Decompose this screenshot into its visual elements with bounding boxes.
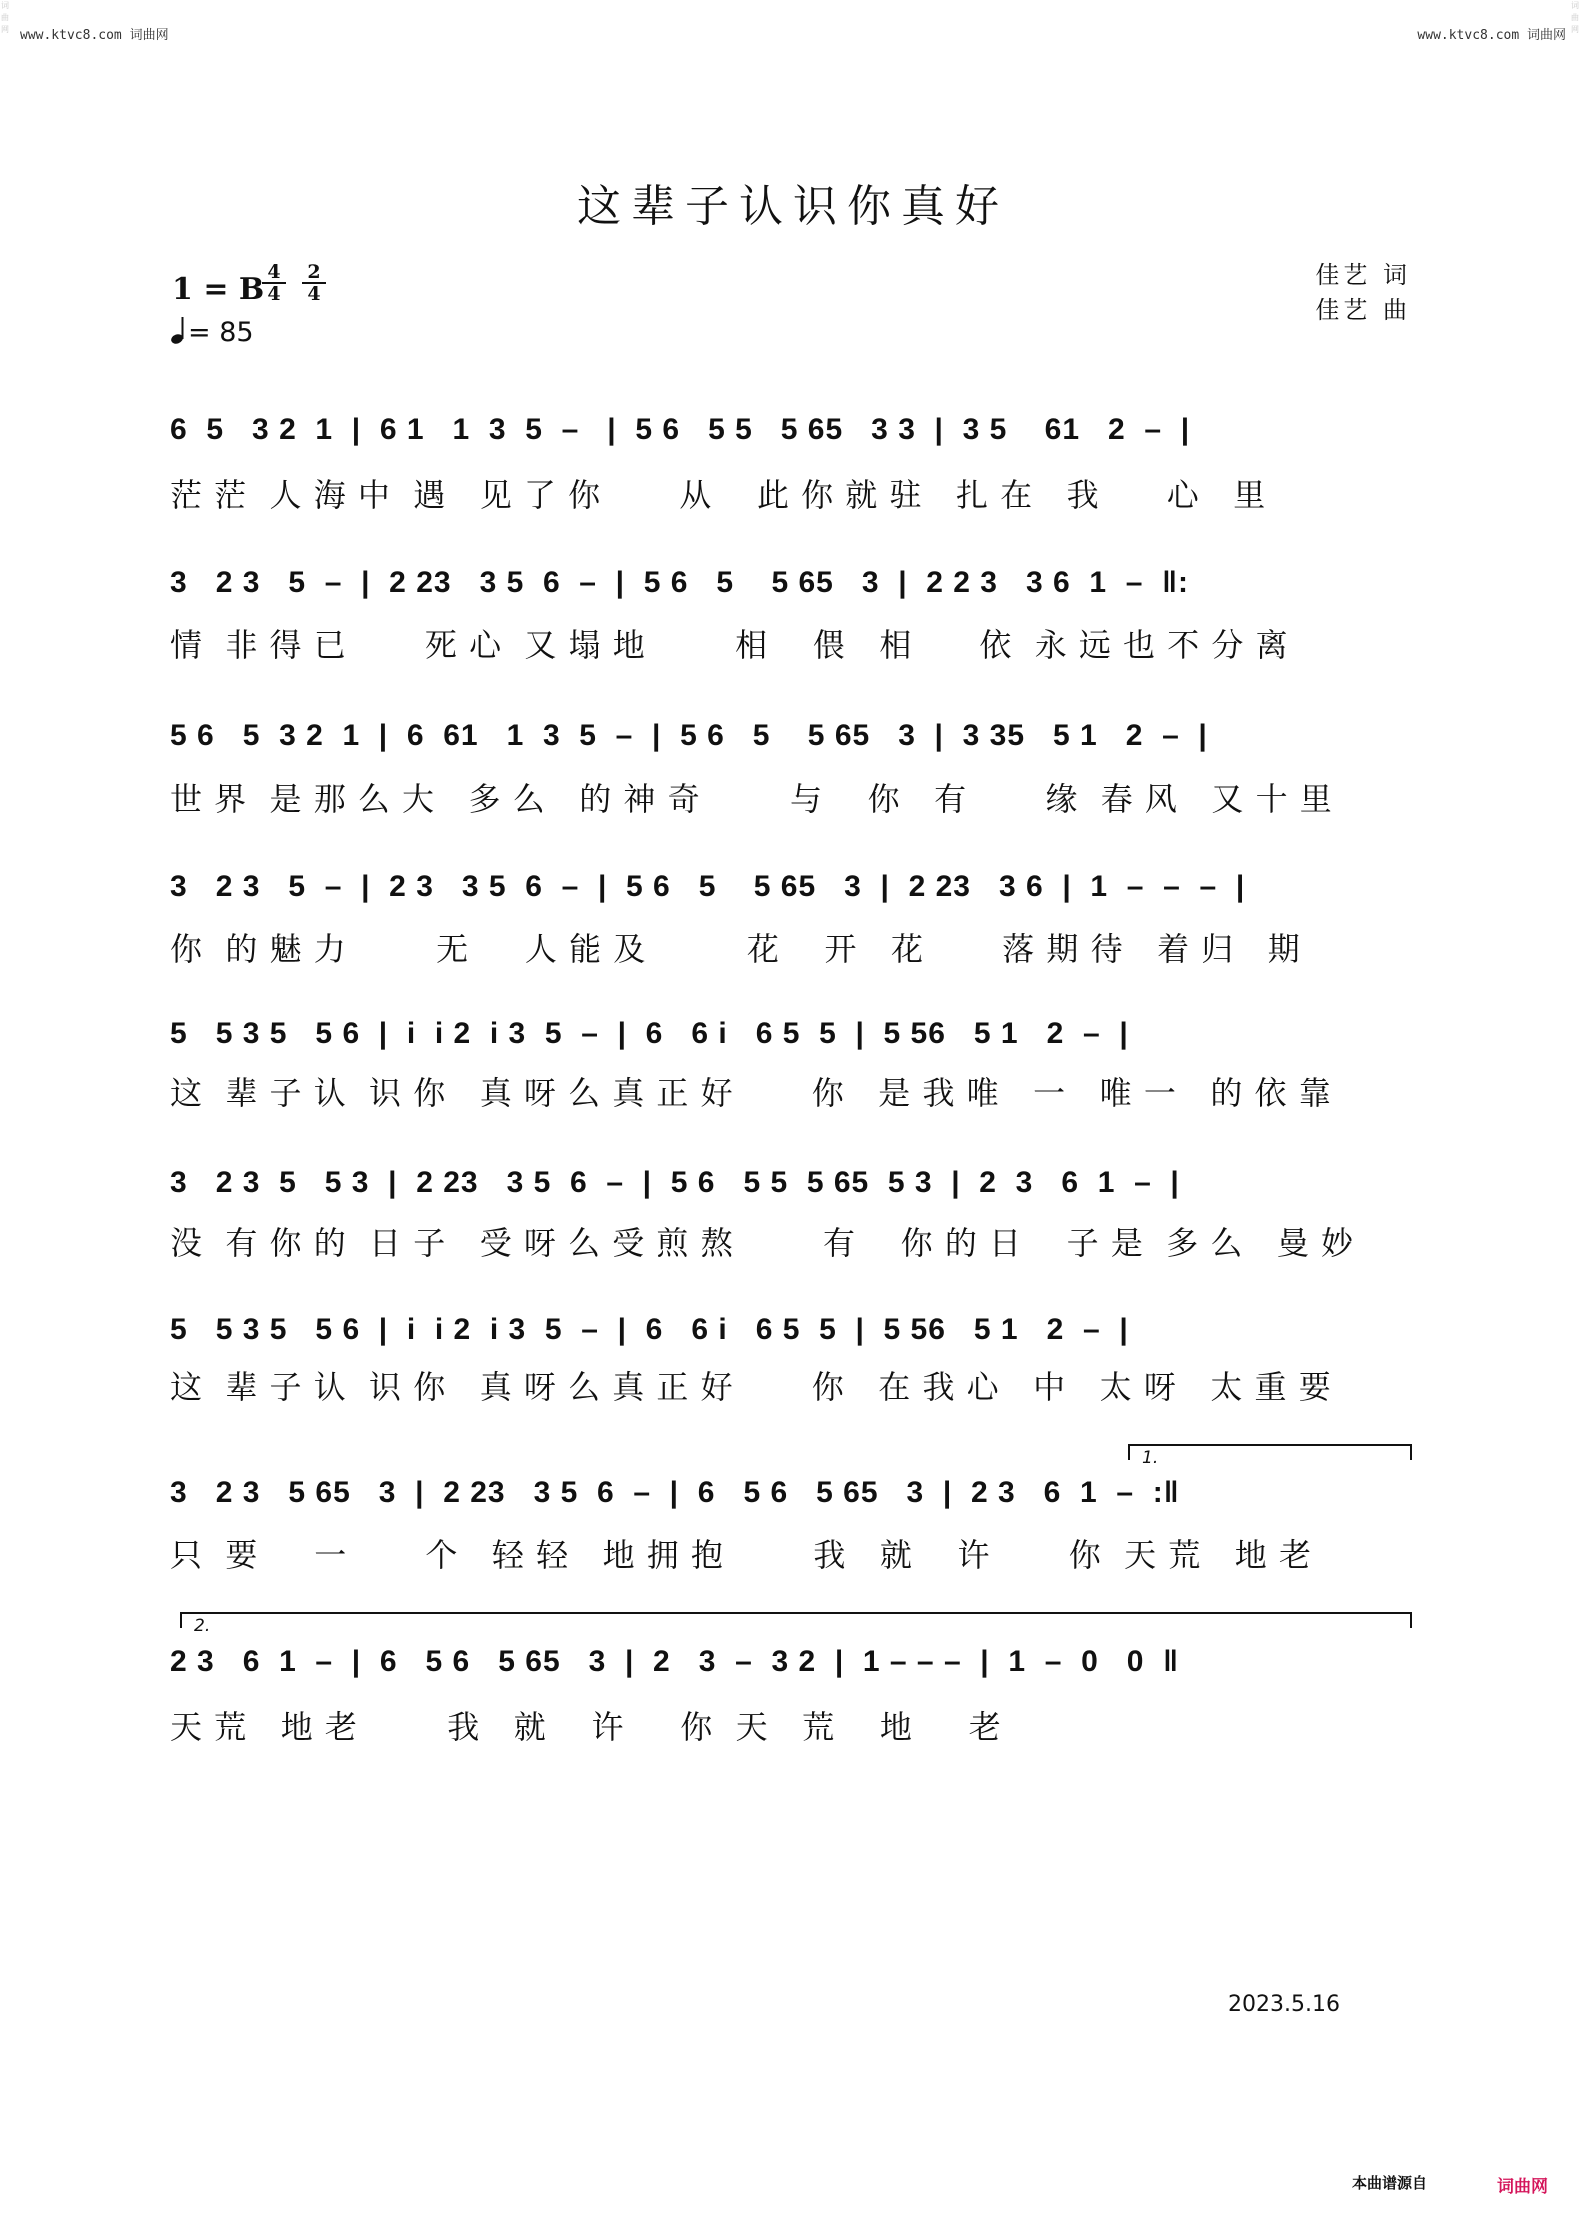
lyric-line-3: 世 界 是 那 么 大 多 么 的 神 奇 与 你 有 缘 春 风 又 十 里 <box>170 780 1333 814</box>
composer-credit: 佳艺 曲 <box>1315 296 1411 324</box>
lyricist-credit: 佳艺 词 <box>1315 261 1411 289</box>
meter-top: 4 <box>262 262 286 284</box>
first-ending-bracket <box>1128 1444 1412 1468</box>
watermark-text: 词曲网 <box>1 1 9 34</box>
notation-line-2: 3 2 3 5 – | 2 23 3 5 6 – | 5 6 5 5 65 3 | 2 2 3 3 6 1 – ‖: <box>170 566 1189 599</box>
second-ending-label: 2. <box>194 1616 211 1636</box>
lyric-line-7: 这 辈 子 认 识 你 真 呀 么 真 正 好 你 在 我 心 中 太 呀 太 重 要 <box>170 1368 1332 1402</box>
notation-line-8: 3 2 3 5 65 3 | 2 23 3 5 6 – | 6 5 6 5 65 3 | 2 3 6 1 – :‖ <box>170 1476 1180 1509</box>
notation-line-1: 6 5 3 2 1 | 6 1 1 3 5 – | 5 6 5 5 5 65 3 3 | 3 5 61 2 – | <box>170 413 1191 446</box>
site-url-left[interactable]: www.ktvc8.com 词曲网 <box>20 28 169 43</box>
lyric-line-9: 天 荒 地 老 我 就 许 你 天 荒 地 老 <box>170 1708 1002 1742</box>
score-date: 2023.5.16 <box>1228 1992 1340 2017</box>
tempo-value: = 85 <box>188 317 254 348</box>
quarter-note-icon <box>170 315 188 345</box>
notation-line-9: 2 3 6 1 – | 6 5 6 5 65 3 | 2 3 – 3 2 | 1 – – – | 1 – 0 0 ‖ <box>170 1645 1180 1678</box>
lyric-line-2: 情 非 得 已 死 心 又 塌 地 相 偎 相 依 永 远 也 不 分 离 <box>170 626 1289 660</box>
notation-line-3: 5 6 5 3 2 1 | 6 61 1 3 5 – | 5 6 5 5 65 3 | 3 35 5 1 2 – | <box>170 719 1208 752</box>
meter-bottom: 4 <box>267 283 281 305</box>
tempo-marking <box>170 315 254 348</box>
source-note: 本曲谱源自 <box>1352 2174 1428 2192</box>
meter-top: 2 <box>302 262 326 284</box>
site-url-right[interactable]: www.ktvc8.com 词曲网 <box>1417 28 1566 43</box>
song-title: 这辈子认识你真好 <box>577 181 1009 232</box>
key-signature: 1 = B <box>172 272 265 307</box>
notation-line-7: 5 5 3 5 5 6 | i i 2 i 3 5 – | 6 6 i 6 5 5 | 5 56 5 1 2 – | <box>170 1313 1129 1346</box>
first-ending-label: 1. <box>1142 1448 1159 1468</box>
lyric-line-5: 这 辈 子 认 识 你 真 呀 么 真 正 好 你 是 我 唯 一 唯 一 的 依 靠 <box>170 1074 1332 1108</box>
time-signature-1 <box>262 262 286 304</box>
lyric-line-4: 你 的 魅 力 无 人 能 及 花 开 花 落 期 待 着 归 期 <box>170 930 1301 964</box>
notation-line-4: 3 2 3 5 – | 2 3 3 5 6 – | 5 6 5 5 65 3 | 2 23 3 6 | 1 – – – | <box>170 870 1246 903</box>
lyric-line-1: 茫 茫 人 海 中 遇 见 了 你 从 此 你 就 驻 扎 在 我 心 里 <box>170 476 1267 510</box>
brand-link[interactable]: 词曲网 <box>1497 2177 1548 2197</box>
right-watermark-strip <box>1571 0 1585 2222</box>
lyric-line-8: 只 要 一 个 轻 轻 地 拥 抱 我 就 许 你 天 荒 地 老 <box>170 1536 1312 1570</box>
time-signature-2 <box>302 262 326 304</box>
left-watermark-strip <box>1 0 15 2222</box>
watermark-text: 词曲网 <box>1571 1 1579 34</box>
meter-bottom: 4 <box>307 283 321 305</box>
second-ending-bracket <box>180 1612 1412 1636</box>
notation-line-6: 3 2 3 5 5 3 | 2 23 3 5 6 – | 5 6 5 5 5 65 5 3 | 2 3 6 1 – | <box>170 1166 1180 1199</box>
notation-line-5: 5 5 3 5 5 6 | i i 2 i 3 5 – | 6 6 i 6 5 5 | 5 56 5 1 2 – | <box>170 1017 1129 1050</box>
lyric-line-6: 没 有 你 的 日 子 受 呀 么 受 煎 熬 有 你 的 日 子 是 多 么 曼 妙 <box>170 1224 1355 1258</box>
